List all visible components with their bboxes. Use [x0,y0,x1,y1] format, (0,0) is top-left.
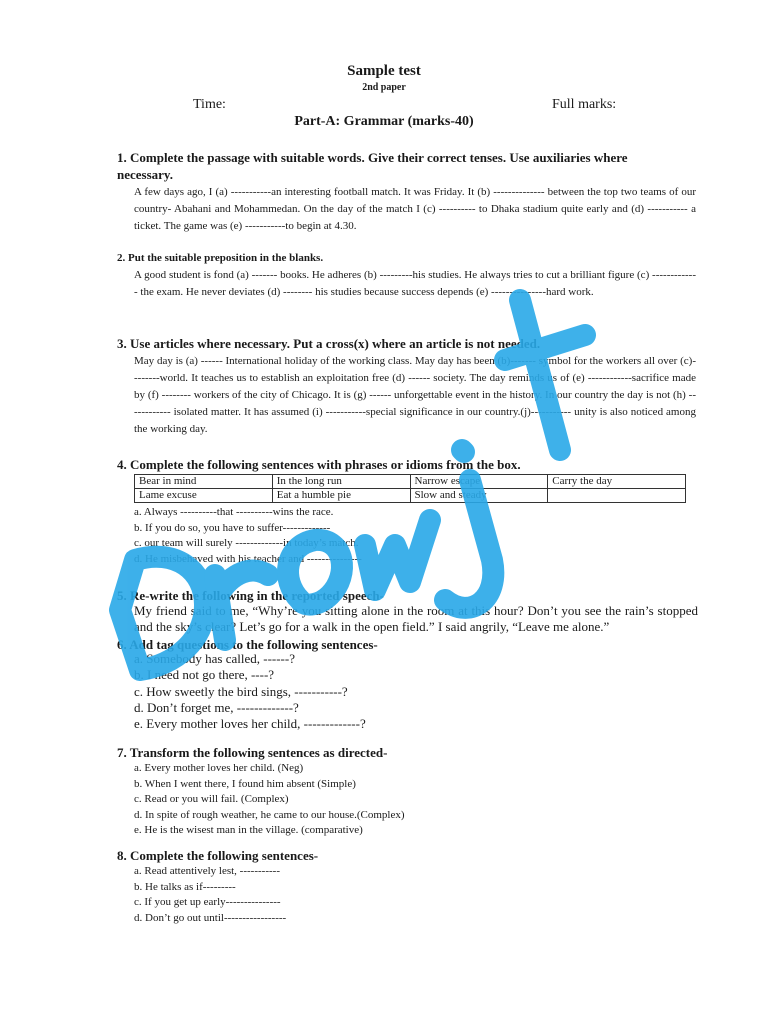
idiom-cell: Lame excuse [135,489,273,503]
idiom-cell: Carry the day [548,475,686,489]
idiom-box-row [135,475,686,489]
idiom-cell [548,489,686,503]
list-item: b. He talks as if--------- [134,880,236,893]
question-8-heading: 8. Complete the following sentences- [117,848,319,863]
idiom-cell: Slow and steady [410,489,548,503]
list-item: b. When I went there, I found him absent (Simple) [134,777,356,790]
full-marks-label: Full marks: [552,97,617,112]
list-item: d. Don’t forget me, -------------? [134,699,299,715]
idiom-box-row [135,489,686,503]
idiom-cell: Narrow escape [410,475,548,489]
question-4-items [134,505,694,567]
list-item: b. If you do so, you have to suffer------------- [134,521,331,534]
list-item: d. Don’t go out until----------------- [134,911,287,924]
question-4-heading: 4. Complete the following sentences with phrases or idioms from the box. [117,457,521,472]
idiom-box [134,474,686,503]
page-title: Sample test [347,63,421,79]
question-3-heading: 3. Use articles where necessary. Put a cross(x) where an article is not needed. [117,336,541,351]
question-1-passage: A few days ago, I (a) -----------an interesting football match. It was Friday. It (b) -------------- between the top two teams of our country- Abahani and Mohammedan. On the day of the match I (c) ---------- to Dhaka stadium quite early and (d) ----------- a ticket. The game was (e) -----------to begin at 4.30. [134,186,696,232]
question-7-heading: 7. Transform the following sentences as directed- [117,745,388,760]
idiom-cell: Bear in mind [135,475,273,489]
part-heading: Part-A: Grammar (marks-40) [294,114,474,129]
list-item: c. our team will surely -------------in today’s match. [134,537,359,549]
list-item: c. Read or you will fail. (Complex) [134,793,289,805]
question-1-heading: 1. Complete the passage with suitable words. Give their correct tenses. Use auxiliaries where necessary. [117,150,628,182]
idiom-cell: In the long run [272,475,410,489]
time-label: Time: [193,97,226,112]
list-item: b. I need not go there, ----? [134,667,275,683]
list-item: c. How sweetly the bird sings, -----------? [134,683,348,699]
list-item: a. Always ----------that ----------wins the race. [134,506,334,518]
question-3-passage: May day is (a) ------ International holiday of the working class. May day has been (b)------- symbol for the workers all over (c)--------world. It teaches us to establish an exploitation free (d) ------ society. The day reminds us of (e) ------------sacrifice made by (f) -------- workers of the city of Chicago. It is (g) ------ unforgettable event in the history. In our country the day is not (h) ------------ isolated matter. It has assumed (i) -----------special significance in our country.(j)----------- unity is also noticed among the working day. [134,355,696,435]
question-5-heading: 5. Re-write the following in the reported speech- [117,588,384,603]
question-2-passage: A good student is fond (a) ------- books. He adheres (b) ---------his studies. He always tries to cut a brilliant figure (c) ------------- the exam. He never deviates (d) -------- his studies because success depends (e) ---------------hard work. [134,269,696,298]
question-6-items [134,651,694,732]
list-item: a. Every mother loves her child. (Neg) [134,762,304,774]
page-subtitle: 2nd paper [362,82,406,93]
question-5-passage: My friend said to me, “Why’re you sitting alone in the room at this hour? Don’t you see the rain’s stopped and the sky’s clear? Let’s go for a walk in the open field.” I said angrily, “Leave me alone.” [134,603,698,634]
list-item: d. In spite of rough weather, he came to our house.(Complex) [134,808,405,821]
list-item: e. Every mother loves her child, -------------? [134,716,366,732]
question-8-items [134,864,694,926]
list-item: e. He is the wisest man in the village. (comparative) [134,824,363,836]
question-6-heading: 6. Add tag questions to the following sentences- [117,637,378,652]
list-item: d. He misbehaved with his teacher and --------------- [134,552,362,565]
question-7-items [134,761,694,839]
list-item: a. Somebody has called, ------? [134,651,295,666]
list-item: a. Read attentively lest, ----------- [134,865,280,877]
question-2-heading: 2. Put the suitable preposition in the blanks. [117,252,324,264]
idiom-cell: Eat a humble pie [272,489,410,503]
list-item: c. If you get up early--------------- [134,896,281,908]
